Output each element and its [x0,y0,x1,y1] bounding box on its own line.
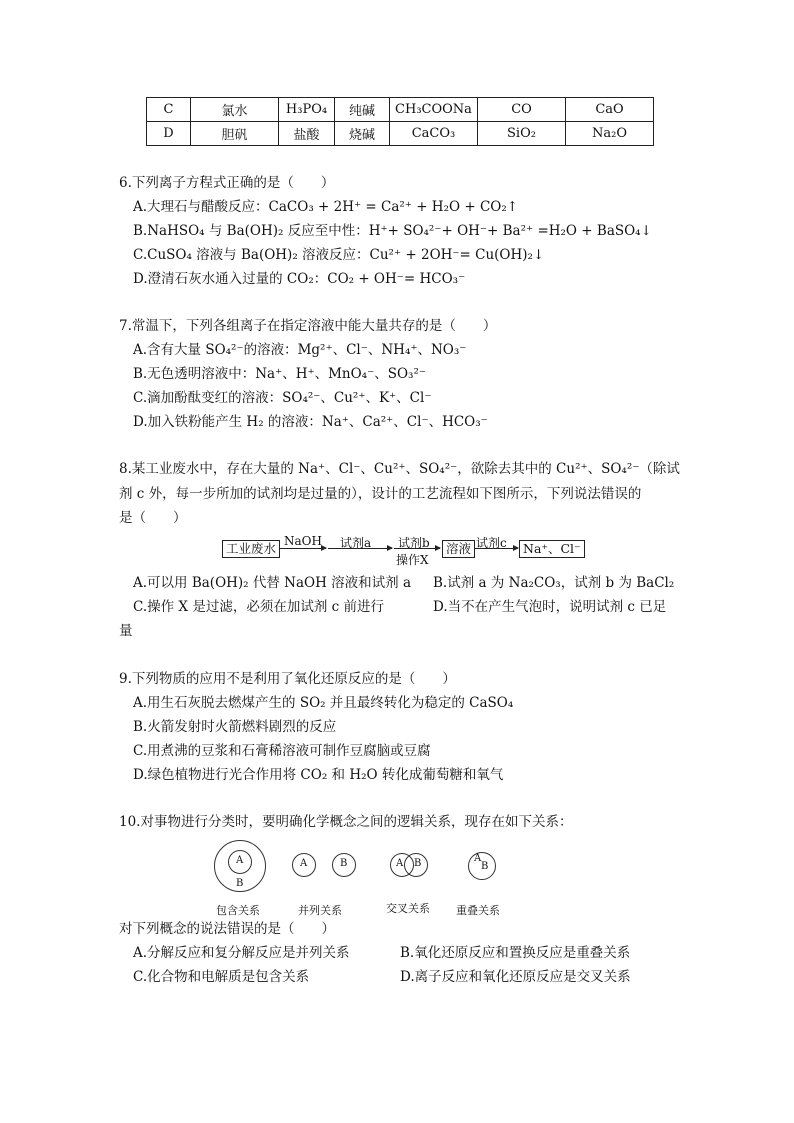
label-inclusion: 包含关系 [216,904,260,917]
flow-label-operation-x: 操作X [396,553,429,567]
table-row [147,98,654,122]
q8-stem-line2: 剂 c 外，每一步所加的试剂均是过量的），设计的工艺流程如下图所示，下列说法错误的 [119,486,642,502]
q7-stem: 7.常温下，下列各组离子在指定溶液中能大量共存的是（ ） [119,318,497,334]
q10-stem-2: 对下列概念的说法错误的是（ ） [119,921,335,937]
q6-option-b: B.NaHSO₄ 与 Ba(OH)₂ 反应至中性：H⁺+ SO₄²⁻+ OH⁻+ Ba²⁺ =H₂O + BaSO₄↓ [133,223,652,239]
table-cell: CaCO₃ [390,122,478,146]
table-cell: 纯碱 [335,98,390,122]
q10-option-d: D.离子反应和氧化还原反应是交叉关系 [400,969,631,985]
table-cell: CO [478,98,566,122]
q9-option-a: A.用生石灰脱去燃煤产生的 SO₂ 并且最终转化为稳定的 CaSO₄ [133,695,514,711]
q8-option-d-continued: 量 [119,623,133,639]
circle-label-b: B [236,878,244,889]
flow-label-reagent-a: 试剂a [340,536,372,550]
table-cell: 氯水 [191,98,279,122]
circle-label-a: A [474,853,482,864]
q6-option-d: D.澄清石灰水通入过量的 CO₂：CO₂ + OH⁻= HCO₃⁻ [133,271,466,287]
relationship-diagram [210,836,530,920]
table-cell: 烧碱 [335,122,390,146]
table-cell: D [147,122,191,146]
q10-option-a: A.分解反应和复分解反应是并列关系 [133,945,350,961]
q10-stem: 10.对事物进行分类时，要明确化学概念之间的逻辑关系，现存在如下关系： [119,814,573,830]
table-cell: C [147,98,191,122]
circle-label-a: A [300,858,308,869]
circle-label-b: B [340,858,348,869]
q7-option-c: C.滴加酚酞变红的溶液：SO₄²⁻、Cu²⁺、K⁺、Cl⁻ [133,390,432,406]
q7-option-a: A.含有大量 SO₄²⁻的溶液：Mg²⁺、Cl⁻、NH₄⁺、NO₃⁻ [133,342,467,358]
flow-box-solution: 溶液 [442,540,475,558]
flow-label-naoh: NaOH [284,534,322,548]
q6-option-a: A.大理石与醋酸反应：CaCO₃ + 2H⁺ = Ca²⁺ + H₂O + CO₂↑ [133,199,519,215]
circle-label-a: A [236,855,244,866]
q7-option-d: D.加入铁粉能产生 H₂ 的溶液：Na⁺、Ca²⁺、Cl⁻、HCO₃⁻ [133,414,488,430]
table-cell: SiO₂ [478,122,566,146]
flow-arrow [280,548,326,549]
q8-option-c: C.操作 X 是过滤，必须在加试剂 c 前进行 [133,599,384,615]
q6-option-c: C.CuSO₄ 溶液与 Ba(OH)₂ 溶液反应：Cu²⁺ + 2OH⁻= Cu(OH)₂↓ [133,247,545,263]
table-cell: CH₃COONa [390,98,478,122]
q9-option-c: C.用煮沸的豆浆和石膏稀溶液可制作豆腐脑或豆腐 [133,743,431,759]
circle-label-b: B [481,861,489,872]
table-cell: H₃PO₄ [279,98,335,122]
q10-option-c: C.化合物和电解质是包含关系 [133,969,310,985]
classification-table [146,97,654,146]
table-cell: CaO [566,98,654,122]
q9-option-b: B.火箭发射时火箭燃料剧烈的反应 [133,719,337,735]
flow-label-reagent-c: 试剂c [476,536,507,550]
flow-box-wastewater: 工业废水 [222,540,280,558]
q8-stem-line3: 是（ ） [119,510,187,526]
table-row [147,122,654,146]
q8-option-b: B.试剂 a 为 Na₂CO₃，试剂 b 为 BaCl₂ [433,575,675,591]
label-intersection: 交叉关系 [386,902,430,915]
q8-stem-line1: 8.某工业废水中，存在大量的 Na⁺、Cl⁻、Cu²⁺、SO₄²⁻，欲除去其中的 Cu²⁺、SO₄²⁻（除试 [119,461,680,477]
table-cell: 胆矾 [191,122,279,146]
q9-stem: 9.下列物质的应用不是利用了氧化还原反应的是（ ） [119,671,456,687]
process-flow-diagram [222,534,582,570]
table-cell: 盐酸 [279,122,335,146]
q7-option-b: B.无色透明溶液中：Na⁺、H⁺、MnO₄⁻、SO₃²⁻ [133,366,426,382]
flow-label-reagent-b: 试剂b [398,536,430,550]
q8-option-d: D.当不在产生气泡时，说明试剂 c 已足 [433,599,667,615]
circle-label-a: A [396,858,404,869]
q9-option-d: D.绿色植物进行光合作用将 CO₂ 和 H₂O 转化成葡萄糖和氧气 [133,767,504,783]
q6-stem: 6.下列离子方程式正确的是（ ） [119,175,335,191]
q10-option-b: B.氧化还原反应和置换反应是重叠关系 [400,945,631,961]
q8-option-a: A.可以用 Ba(OH)₂ 代替 NaOH 溶液和试剂 a [133,575,412,591]
circle-label-b: B [414,858,422,869]
table-cell: Na₂O [566,122,654,146]
label-parallel: 并列关系 [298,904,342,917]
label-overlap: 重叠关系 [456,904,500,917]
flow-box-product: Na⁺、Cl⁻ [519,540,585,558]
